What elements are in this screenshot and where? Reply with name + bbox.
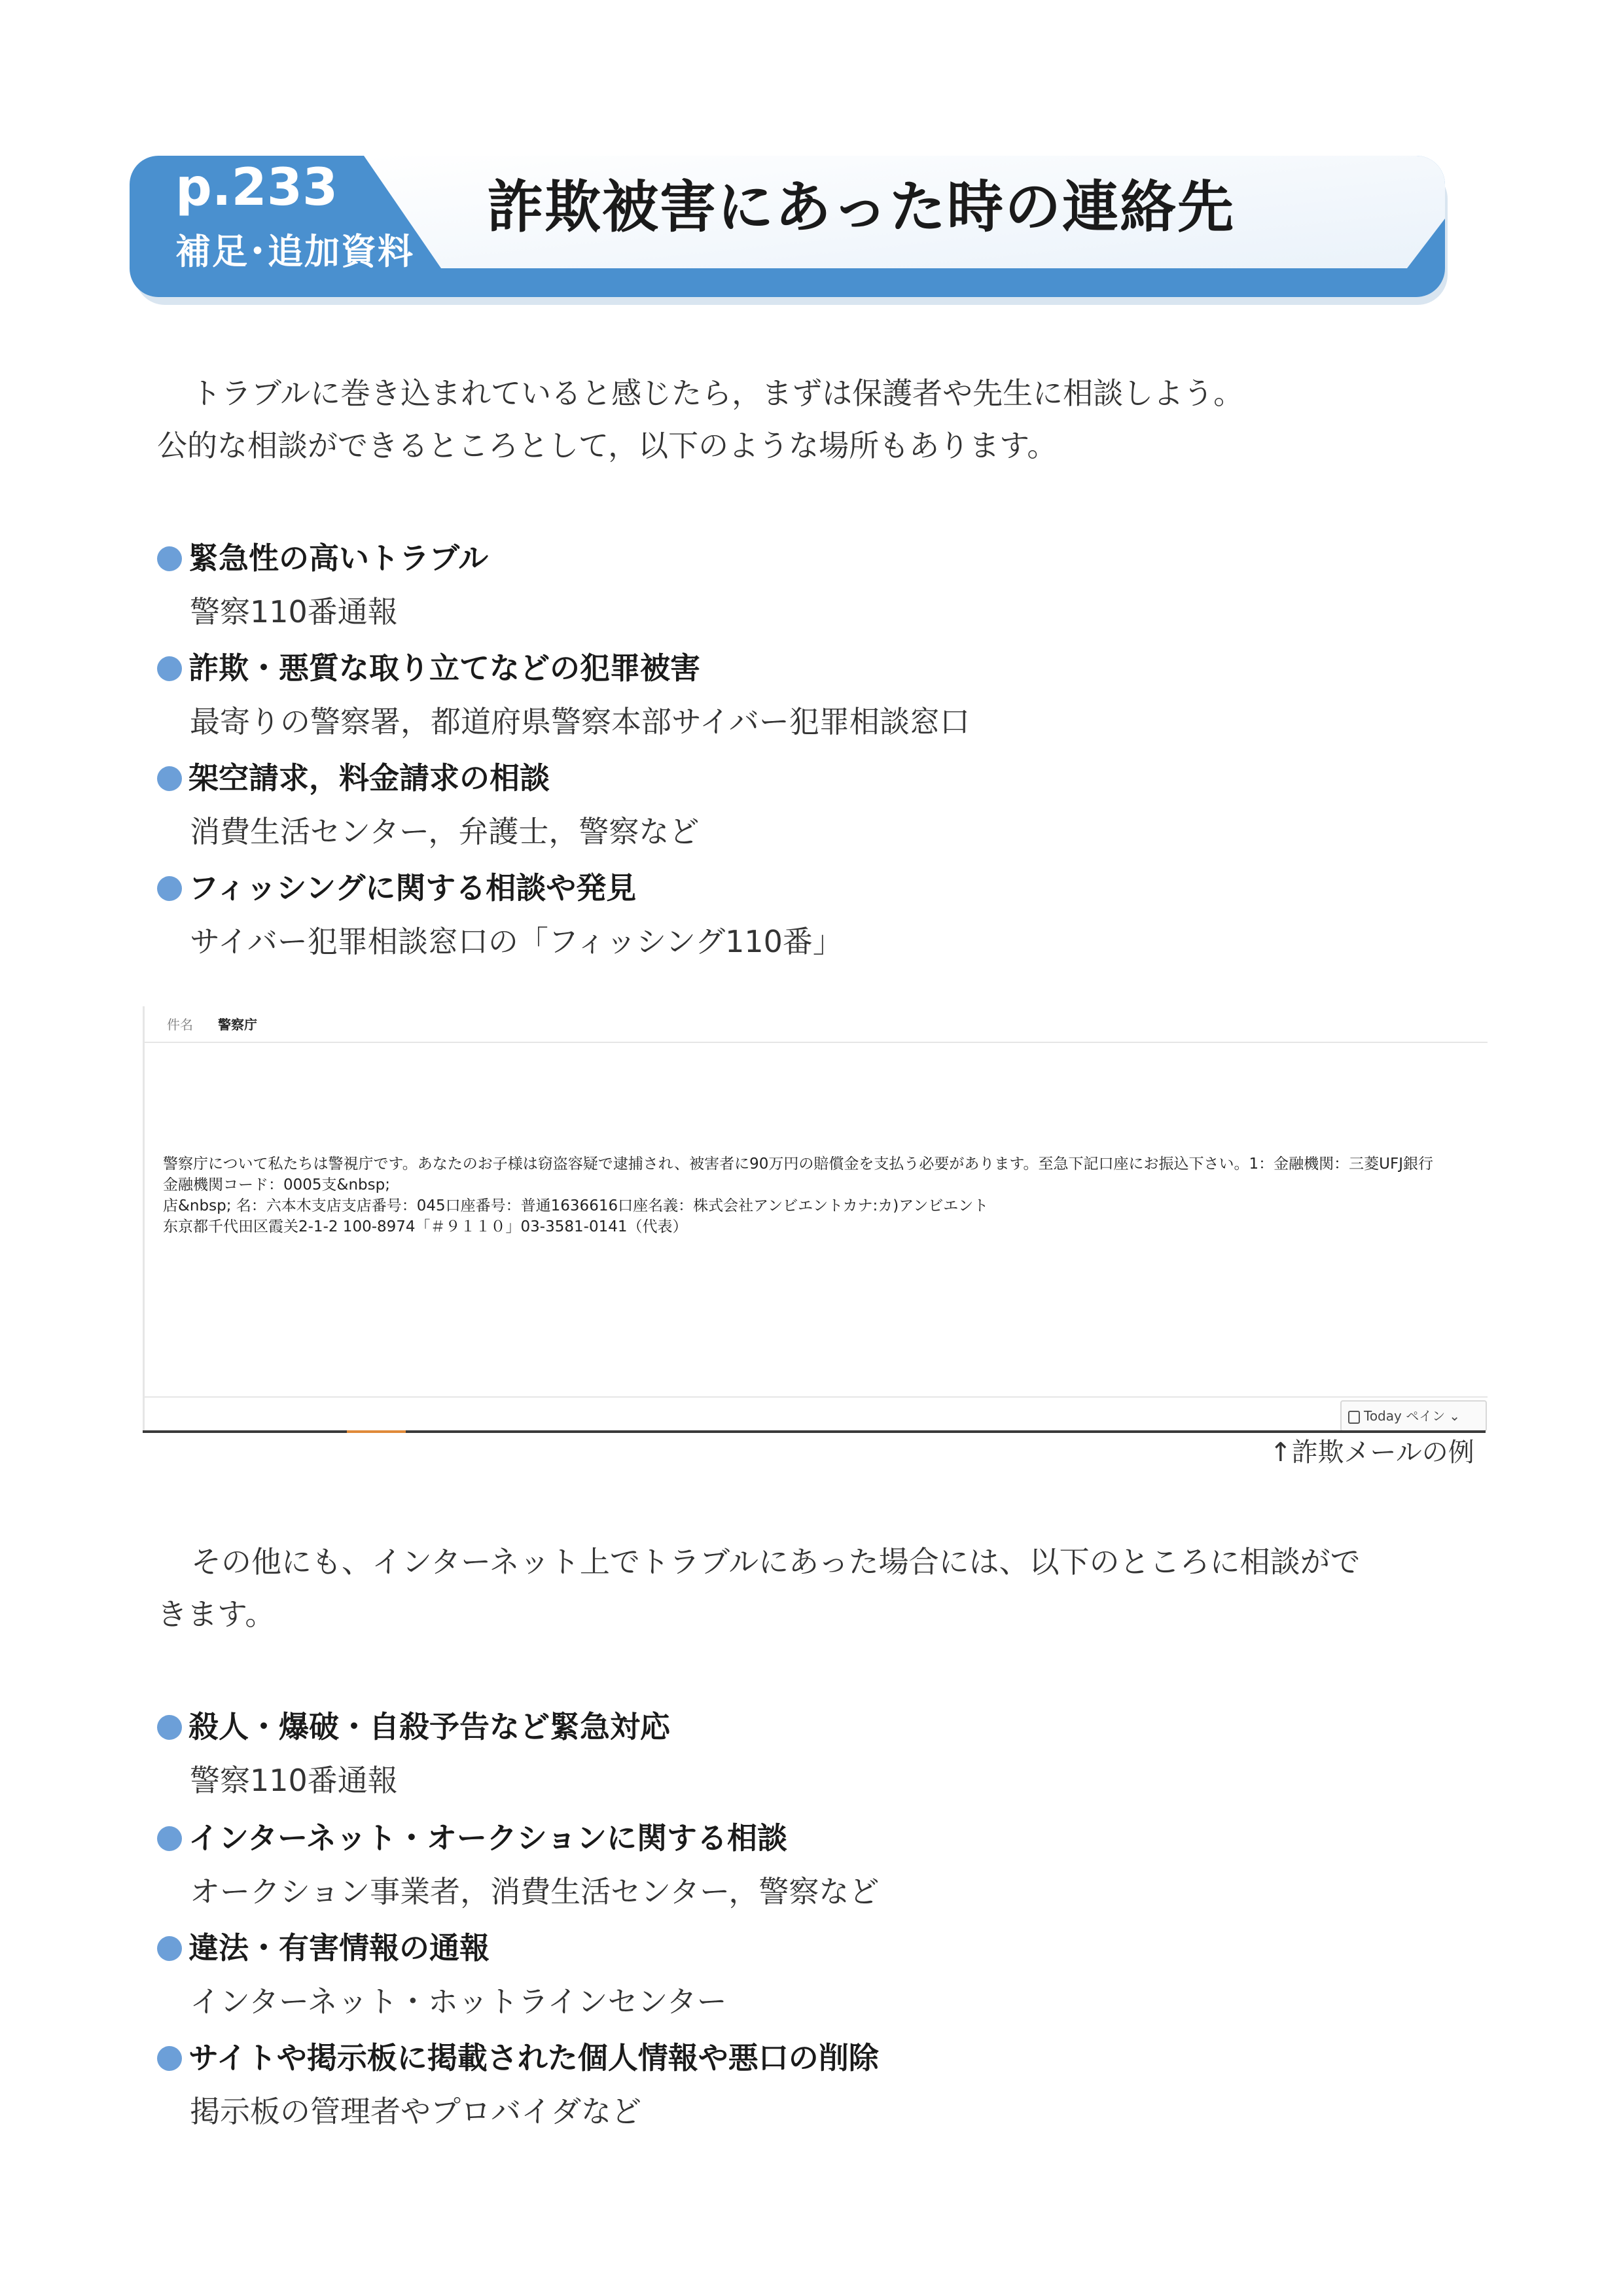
divider xyxy=(145,1396,1488,1398)
window-accent xyxy=(347,1430,406,1433)
email-body-line: 东京都千代田区霞关2-1-2 100-8974「＃９１１０」03-3581-0141（代表） xyxy=(163,1218,688,1235)
list-item-heading: フィッシングに関する相談や発見 xyxy=(157,873,636,903)
list-item-heading: 詐欺・悪質な取り立てなどの犯罪被害 xyxy=(157,653,700,683)
list-item-body: サイバー犯罪相談窓口の「フィッシング110番」 xyxy=(190,924,843,959)
bullet-icon xyxy=(157,1826,182,1851)
today-pane-button[interactable] xyxy=(1340,1400,1487,1432)
figure-caption: ↑詐欺メールの例 xyxy=(1270,1438,1474,1468)
list-item-body: 警察110番通報 xyxy=(190,1763,398,1798)
email-body-line: 店&nbsp; 名：六本木支店支店番号：045口座番号：普通1636616口座名義：株式会社アンビエントカナ:カ)アンビエント xyxy=(163,1197,989,1214)
divider xyxy=(145,1042,1488,1043)
window-bottom-border xyxy=(143,1430,1486,1433)
list-item-heading: 違法・有害情報の通報 xyxy=(157,1933,490,1963)
email-subject: 警察庁 xyxy=(218,1017,257,1033)
today-pane-label: Today ペイン xyxy=(1364,1408,1446,1424)
list-item-heading: 緊急性の高いトラブル xyxy=(157,543,488,573)
calendar-icon xyxy=(1348,1411,1360,1424)
bullet-icon xyxy=(157,1936,182,1961)
middle-line-2: きます。 xyxy=(157,1597,276,1632)
bullet-icon xyxy=(157,876,182,901)
list-item-heading: インターネット・オークションに関する相談 xyxy=(157,1823,787,1853)
list-item-heading: 殺人・爆破・自殺予告など緊急対応 xyxy=(157,1712,670,1742)
page-number: p.233 xyxy=(175,158,338,217)
intro-line-2: 公的な相談ができるところとして，以下のような場所もあります。 xyxy=(157,428,1058,463)
bullet-icon xyxy=(157,546,182,571)
list-item-body: 最寄りの警察署，都道府県警察本部サイバー犯罪相談窓口 xyxy=(190,704,970,739)
list-item-body: オークション事業者，消費生活センター，警察など xyxy=(190,1874,880,1909)
subject-label: 件名 xyxy=(167,1017,193,1033)
list-item-body: インターネット・ホットラインセンター xyxy=(190,1984,727,2019)
bullet-icon xyxy=(157,2046,182,2071)
page-title: 詐欺被害にあった時の連絡先 xyxy=(487,175,1236,240)
bullet-icon xyxy=(157,656,182,681)
page-subtitle: 補足･追加資料 xyxy=(175,231,414,272)
list-item-body: 掲示板の管理者やプロバイダなど xyxy=(190,2094,641,2129)
bullet-icon xyxy=(157,766,182,791)
email-body-line: 警察庁について私たちは警視庁です。あなたのお子様は窃盗容疑で逮捕され、被害者に90万円の賠償金を支払う必要があります。至急下記口座にお振込下さい。1：金融機関：三菱UFJ銀行 xyxy=(163,1156,1433,1173)
list-item-heading: 架空請求，料金請求の相談 xyxy=(157,763,550,793)
list-item-body: 消費生活センター，弁護士，警察など xyxy=(190,814,700,849)
list-item-heading: サイトや掲示板に掲載された個人情報や悪口の削除 xyxy=(157,2043,879,2073)
bullet-icon xyxy=(157,1715,182,1740)
intro-line-1: トラブルに巻き込まれていると感じたら，まずは保護者や先生に相談しよう。 xyxy=(191,376,1244,411)
email-body-line: 金融機関コード：0005支&nbsp; xyxy=(163,1176,390,1193)
list-item-body: 警察110番通報 xyxy=(190,594,398,629)
email-screenshot xyxy=(143,1006,1488,1432)
middle-line-1: その他にも、インターネット上でトラブルにあった場合には、以下のところに相談がで xyxy=(191,1544,1361,1580)
chevron-down-icon: ⌄ xyxy=(1449,1408,1460,1424)
